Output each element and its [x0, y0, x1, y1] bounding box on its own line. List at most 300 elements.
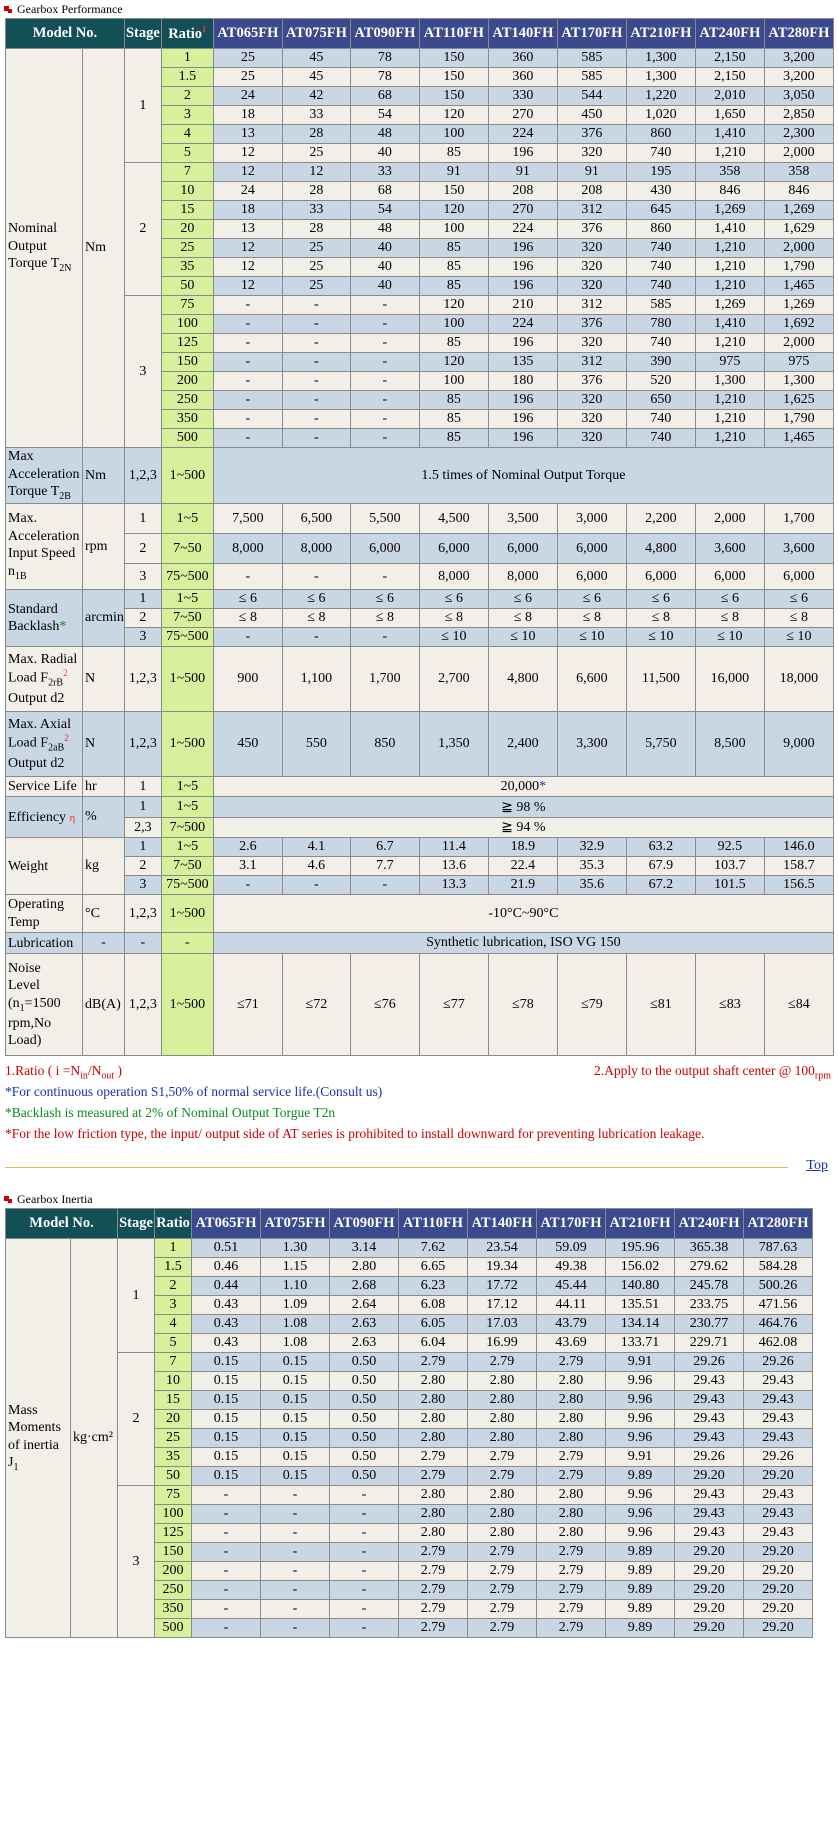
value-cell: ≤ 6 — [488, 590, 557, 609]
value-cell: - — [213, 564, 282, 590]
section-title-text: Gearbox Inertia — [17, 1191, 93, 1206]
ratio-cell: 75~500 — [161, 876, 213, 895]
value-cell: 320 — [557, 391, 626, 410]
value-cell: 2.64 — [330, 1296, 399, 1315]
value-cell: ≤ 8 — [419, 609, 488, 628]
value-cell: 2,150 — [695, 49, 764, 68]
value-cell: 270 — [488, 201, 557, 220]
value-cell: 12 — [213, 163, 282, 182]
value-cell: 224 — [488, 125, 557, 144]
value-cell: 500.26 — [744, 1277, 813, 1296]
ratio-cell: 150 — [161, 353, 213, 372]
value-cell: 2.79 — [468, 1562, 537, 1581]
table-row — [6, 448, 834, 504]
value-cell: 2.79 — [399, 1581, 468, 1600]
value-cell: 29.20 — [744, 1581, 813, 1600]
value-cell: 28 — [282, 220, 350, 239]
col-header: AT110FH — [419, 19, 488, 49]
stage-cell: 1 — [124, 838, 161, 857]
unit-cell: dB(A) — [83, 954, 125, 1056]
value-cell: 49.38 — [537, 1258, 606, 1277]
value-cell: ≤78 — [488, 954, 557, 1056]
value-cell: 2.80 — [468, 1429, 537, 1448]
value-cell: 975 — [695, 353, 764, 372]
value-cell: 0.50 — [330, 1448, 399, 1467]
value-cell: 29.43 — [744, 1505, 813, 1524]
value-cell: - — [350, 564, 419, 590]
value-cell: 464.76 — [744, 1315, 813, 1334]
ratio-cell: 2 — [161, 87, 213, 106]
value-cell: 4,500 — [419, 504, 488, 534]
value-cell: - — [192, 1619, 261, 1638]
ratio-cell: 7~50 — [161, 609, 213, 628]
value-cell: - — [282, 353, 350, 372]
value-cell: 12 — [282, 163, 350, 182]
col-header: AT210FH — [626, 19, 695, 49]
value-cell: ≤ 8 — [557, 609, 626, 628]
value-cell: 16,000 — [695, 647, 764, 712]
value-cell: - — [282, 564, 350, 590]
value-cell: 1,210 — [695, 391, 764, 410]
value-cell: 320 — [557, 144, 626, 163]
value-cell: 13.6 — [419, 857, 488, 876]
value-cell: 6.08 — [399, 1296, 468, 1315]
value-cell: 2.79 — [468, 1600, 537, 1619]
value-cell: 9.91 — [606, 1353, 675, 1372]
value-cell: 2.80 — [537, 1429, 606, 1448]
value-cell: - — [330, 1562, 399, 1581]
value-cell: - — [192, 1543, 261, 1562]
ratio-cell: 7 — [155, 1353, 192, 1372]
value-cell: 312 — [557, 201, 626, 220]
value-cell: 2.80 — [468, 1372, 537, 1391]
value-cell: - — [192, 1562, 261, 1581]
value-cell: - — [282, 876, 350, 895]
ratio-cell: 20 — [161, 220, 213, 239]
stage-cell: 3 — [124, 628, 161, 647]
value-cell: 740 — [626, 410, 695, 429]
value-cell: 12 — [213, 277, 282, 296]
value-cell: 13.3 — [419, 876, 488, 895]
ratio-cell: 3 — [161, 106, 213, 125]
ratio-cell: 75~500 — [161, 564, 213, 590]
value-cell: 376 — [557, 315, 626, 334]
value-cell: - — [350, 628, 419, 647]
value-cell: 0.15 — [261, 1448, 330, 1467]
value-cell: 120 — [419, 201, 488, 220]
note-apply: 2.Apply to the output shaft center @ $100_{rpm}$ — [593, 1063, 831, 1082]
notes — [5, 1060, 831, 1144]
value-cell: 320 — [557, 258, 626, 277]
value-cell: 1,700 — [764, 504, 833, 534]
value-cell: 2.80 — [399, 1486, 468, 1505]
value-cell: 0.44 — [192, 1277, 261, 1296]
value-cell: - — [330, 1543, 399, 1562]
merged-value-cell: -10°C~90°C — [213, 895, 833, 933]
value-cell: 2.80 — [468, 1524, 537, 1543]
merged-value-cell: 1.5 times of Nominal Output Torque — [213, 448, 833, 504]
value-cell: 2,850 — [764, 106, 833, 125]
value-cell: 2.79 — [468, 1353, 537, 1372]
value-cell: 12 — [213, 239, 282, 258]
value-cell: 29.43 — [675, 1429, 744, 1448]
value-cell: 85 — [419, 258, 488, 277]
ratio-cell: 1~500 — [161, 712, 213, 777]
value-cell: 9.91 — [606, 1448, 675, 1467]
value-cell: 0.43 — [192, 1296, 261, 1315]
value-cell: 2.80 — [468, 1486, 537, 1505]
value-cell: - — [192, 1524, 261, 1543]
value-cell: 195.96 — [606, 1239, 675, 1258]
value-cell: 29.20 — [744, 1562, 813, 1581]
value-cell: 450 — [557, 106, 626, 125]
value-cell: 16.99 — [468, 1334, 537, 1353]
table-row — [6, 857, 834, 876]
value-cell: 25 — [282, 258, 350, 277]
col-header: AT075FH — [261, 1209, 330, 1239]
value-cell: 6,000 — [557, 534, 626, 564]
value-cell: 9.89 — [606, 1600, 675, 1619]
value-cell: 6,000 — [626, 564, 695, 590]
ratio-cell: 250 — [161, 391, 213, 410]
value-cell: 1,650 — [695, 106, 764, 125]
value-cell: ≤ 6 — [764, 590, 833, 609]
ratio-header: Ratio — [155, 1209, 192, 1239]
value-cell: 2.79 — [468, 1619, 537, 1638]
value-cell: 17.72 — [468, 1277, 537, 1296]
value-cell: - — [282, 315, 350, 334]
ratio-cell: 1~5 — [161, 504, 213, 534]
value-cell: 68 — [350, 87, 419, 106]
value-cell: 320 — [557, 429, 626, 448]
value-cell: 230.77 — [675, 1315, 744, 1334]
ratio-cell: 4 — [161, 125, 213, 144]
value-cell: 12 — [213, 258, 282, 277]
value-cell: 6,000 — [419, 534, 488, 564]
value-cell: - — [350, 315, 419, 334]
value-cell: 45 — [282, 68, 350, 87]
stage-cell: 2 — [124, 609, 161, 628]
value-cell: 28 — [282, 125, 350, 144]
value-cell: 29.43 — [744, 1429, 813, 1448]
value-cell: 358 — [695, 163, 764, 182]
value-cell: 358 — [764, 163, 833, 182]
value-cell: 101.5 — [695, 876, 764, 895]
value-cell: 33 — [350, 163, 419, 182]
ratio-cell: 50 — [155, 1467, 192, 1486]
value-cell: 360 — [488, 68, 557, 87]
model-header: Model No. — [6, 1209, 118, 1239]
value-cell: 2.63 — [330, 1334, 399, 1353]
value-cell: 2.80 — [468, 1505, 537, 1524]
value-cell: 48 — [350, 220, 419, 239]
stage-cell: 1,2,3 — [124, 448, 161, 504]
ratio-cell: 125 — [161, 334, 213, 353]
value-cell: 312 — [557, 353, 626, 372]
value-cell: - — [282, 410, 350, 429]
value-cell: 0.43 — [192, 1334, 261, 1353]
value-cell: 29.43 — [675, 1505, 744, 1524]
top-link[interactable]: Top — [806, 1158, 828, 1174]
value-cell: 6,000 — [488, 534, 557, 564]
value-cell: 2.80 — [399, 1391, 468, 1410]
value-cell: 150 — [419, 49, 488, 68]
value-cell: 85 — [419, 429, 488, 448]
value-cell: 45.44 — [537, 1277, 606, 1296]
value-cell: ≤ 8 — [626, 609, 695, 628]
value-cell: 33 — [282, 106, 350, 125]
value-cell: 40 — [350, 144, 419, 163]
col-header: AT140FH — [468, 1209, 537, 1239]
value-cell: 0.15 — [261, 1410, 330, 1429]
value-cell: - — [330, 1619, 399, 1638]
value-cell: 9.96 — [606, 1372, 675, 1391]
ratio-cell: 20 — [155, 1410, 192, 1429]
col-header: AT170FH — [537, 1209, 606, 1239]
value-cell: - — [330, 1486, 399, 1505]
value-cell: 13 — [213, 220, 282, 239]
stage-cell: 3 — [124, 564, 161, 590]
value-cell: 196 — [488, 334, 557, 353]
ratio-cell: 1~500 — [161, 954, 213, 1056]
stage-cell: 1 — [124, 590, 161, 609]
value-cell: ≤76 — [350, 954, 419, 1056]
table-row — [6, 296, 834, 315]
value-cell: 25 — [282, 144, 350, 163]
value-cell: 471.56 — [744, 1296, 813, 1315]
value-cell: 8,500 — [695, 712, 764, 777]
value-cell: 1,629 — [764, 220, 833, 239]
value-cell: 29.43 — [744, 1391, 813, 1410]
value-cell: 100 — [419, 372, 488, 391]
value-cell: 22.4 — [488, 857, 557, 876]
value-cell: 1,269 — [695, 201, 764, 220]
table-row — [6, 564, 834, 590]
header-row — [6, 1209, 813, 1239]
value-cell: ≤ 10 — [488, 628, 557, 647]
value-cell: 2.79 — [537, 1353, 606, 1372]
value-cell: 2.80 — [399, 1372, 468, 1391]
value-cell: 740 — [626, 258, 695, 277]
value-cell: 2.79 — [399, 1619, 468, 1638]
value-cell: 4.1 — [282, 838, 350, 857]
value-cell: 54 — [350, 106, 419, 125]
value-cell: 35.6 — [557, 876, 626, 895]
col-header: AT065FH — [192, 1209, 261, 1239]
value-cell: - — [213, 334, 282, 353]
table-row — [6, 647, 834, 712]
value-cell: 29.43 — [675, 1372, 744, 1391]
value-cell: 584.28 — [744, 1258, 813, 1277]
value-cell: 29.20 — [675, 1543, 744, 1562]
col-header: AT110FH — [399, 1209, 468, 1239]
value-cell: 2.80 — [537, 1505, 606, 1524]
value-cell: - — [282, 429, 350, 448]
value-cell: 2,000 — [764, 144, 833, 163]
value-cell: 0.50 — [330, 1410, 399, 1429]
value-cell: - — [261, 1619, 330, 1638]
value-cell: 1,210 — [695, 144, 764, 163]
ratio-cell: 25 — [161, 239, 213, 258]
value-cell: 5,500 — [350, 504, 419, 534]
value-cell: 63.2 — [626, 838, 695, 857]
value-cell: 133.71 — [606, 1334, 675, 1353]
value-cell: 360 — [488, 49, 557, 68]
merged-value-cell: 20,000* — [213, 777, 833, 797]
value-cell: 32.9 — [557, 838, 626, 857]
value-cell: 740 — [626, 239, 695, 258]
value-cell: 1.09 — [261, 1296, 330, 1315]
row-label-max-axial: Max. Axial Load $F_{2aB}^2$ Output d2 — [6, 712, 83, 777]
value-cell: 1.15 — [261, 1258, 330, 1277]
row-label-max-input-speed: Max. Acceleration Input Speed $n_{1B}$ — [6, 504, 83, 590]
value-cell: 520 — [626, 372, 695, 391]
value-cell: 29.43 — [744, 1486, 813, 1505]
value-cell: 1,210 — [695, 429, 764, 448]
col-header: AT240FH — [675, 1209, 744, 1239]
value-cell: ≤ 6 — [350, 590, 419, 609]
value-cell: 2.80 — [537, 1524, 606, 1543]
ratio-cell: 350 — [155, 1600, 192, 1619]
value-cell: 1,625 — [764, 391, 833, 410]
value-cell: 365.38 — [675, 1239, 744, 1258]
value-cell: 208 — [557, 182, 626, 201]
top-link-row — [0, 1152, 838, 1182]
ratio-cell: 1~500 — [161, 448, 213, 504]
value-cell: 645 — [626, 201, 695, 220]
value-cell: 3,500 — [488, 504, 557, 534]
table-row — [6, 534, 834, 564]
unit-cell: kg — [83, 838, 125, 895]
value-cell: 40 — [350, 258, 419, 277]
value-cell: 1,410 — [695, 220, 764, 239]
value-cell: ≤ 6 — [626, 590, 695, 609]
ratio-cell: 1~5 — [161, 838, 213, 857]
value-cell: 2.79 — [537, 1467, 606, 1486]
ratio-cell: 1~500 — [161, 895, 213, 933]
value-cell: 462.08 — [744, 1334, 813, 1353]
model-header: Model No. — [6, 19, 125, 49]
unit-cell: rpm — [83, 504, 125, 590]
value-cell: 0.15 — [192, 1372, 261, 1391]
value-cell: 450 — [213, 712, 282, 777]
ratio-cell: 15 — [155, 1391, 192, 1410]
value-cell: 320 — [557, 410, 626, 429]
value-cell: 1,410 — [695, 125, 764, 144]
value-cell: 196 — [488, 239, 557, 258]
value-cell: - — [350, 334, 419, 353]
value-cell: 29.43 — [675, 1486, 744, 1505]
value-cell: ≤79 — [557, 954, 626, 1056]
value-cell: 33 — [282, 201, 350, 220]
gearbox-inertia-title — [0, 1190, 838, 1208]
value-cell: 2,400 — [488, 712, 557, 777]
ratio-cell: 1 — [155, 1239, 192, 1258]
table-row — [6, 1486, 813, 1505]
value-cell: 1,220 — [626, 87, 695, 106]
value-cell: 156.02 — [606, 1258, 675, 1277]
value-cell: 2.80 — [399, 1524, 468, 1543]
value-cell: - — [330, 1505, 399, 1524]
value-cell: 6.23 — [399, 1277, 468, 1296]
stage-cell: 3 — [124, 876, 161, 895]
stage-cell: 2,3 — [124, 818, 161, 838]
ratio-cell: 15 — [161, 201, 213, 220]
value-cell: 2.79 — [537, 1448, 606, 1467]
value-cell: 135 — [488, 353, 557, 372]
value-cell: 2,000 — [764, 239, 833, 258]
value-cell: 35.3 — [557, 857, 626, 876]
value-cell: 7,500 — [213, 504, 282, 534]
value-cell: 150 — [419, 182, 488, 201]
value-cell: 23.54 — [468, 1239, 537, 1258]
divider — [5, 1167, 788, 1168]
value-cell: 1,210 — [695, 277, 764, 296]
value-cell: 2.79 — [537, 1619, 606, 1638]
ratio-cell: 35 — [161, 258, 213, 277]
value-cell: ≤ 10 — [626, 628, 695, 647]
value-cell: 224 — [488, 220, 557, 239]
value-cell: 100 — [419, 220, 488, 239]
value-cell: 2,150 — [695, 68, 764, 87]
value-cell: 21.9 — [488, 876, 557, 895]
ratio-cell: 5 — [161, 144, 213, 163]
value-cell: - — [282, 628, 350, 647]
value-cell: 135.51 — [606, 1296, 675, 1315]
merged-value-cell: Synthetic lubrication, ISO VG 150 — [213, 933, 833, 954]
value-cell: 43.69 — [537, 1334, 606, 1353]
value-cell: ≤ 8 — [282, 609, 350, 628]
value-cell: 2.79 — [399, 1448, 468, 1467]
table-row — [6, 609, 834, 628]
value-cell: 2.79 — [468, 1448, 537, 1467]
value-cell: - — [213, 876, 282, 895]
value-cell: - — [330, 1524, 399, 1543]
value-cell: 13 — [213, 125, 282, 144]
value-cell: 24 — [213, 87, 282, 106]
value-cell: 740 — [626, 144, 695, 163]
value-cell: 8,000 — [282, 534, 350, 564]
value-cell: 1,300 — [626, 49, 695, 68]
ratio-cell: 75 — [155, 1486, 192, 1505]
value-cell: 585 — [626, 296, 695, 315]
note-backlash: *Backlash is measured at 2% of Nominal Output Torgue T2n — [5, 1105, 336, 1121]
col-header: AT090FH — [350, 19, 419, 49]
value-cell: - — [213, 628, 282, 647]
value-cell: 28 — [282, 182, 350, 201]
ratio-cell: 75~500 — [161, 628, 213, 647]
value-cell: 846 — [695, 182, 764, 201]
value-cell: 0.15 — [192, 1467, 261, 1486]
value-cell: 3,200 — [764, 68, 833, 87]
value-cell: 1,269 — [764, 201, 833, 220]
value-cell: 92.5 — [695, 838, 764, 857]
stage-cell: 2 — [118, 1353, 155, 1486]
value-cell: 2.80 — [537, 1486, 606, 1505]
value-cell: 29.43 — [744, 1524, 813, 1543]
value-cell: 9.96 — [606, 1505, 675, 1524]
value-cell: ≤ 10 — [764, 628, 833, 647]
value-cell: 2.80 — [468, 1410, 537, 1429]
value-cell: - — [192, 1486, 261, 1505]
value-cell: ≤ 6 — [419, 590, 488, 609]
stage-cell: 3 — [124, 296, 161, 448]
ratio-cell: 25 — [155, 1429, 192, 1448]
value-cell: 210 — [488, 296, 557, 315]
value-cell: 1,210 — [695, 410, 764, 429]
value-cell: 270 — [488, 106, 557, 125]
value-cell: 312 — [557, 296, 626, 315]
